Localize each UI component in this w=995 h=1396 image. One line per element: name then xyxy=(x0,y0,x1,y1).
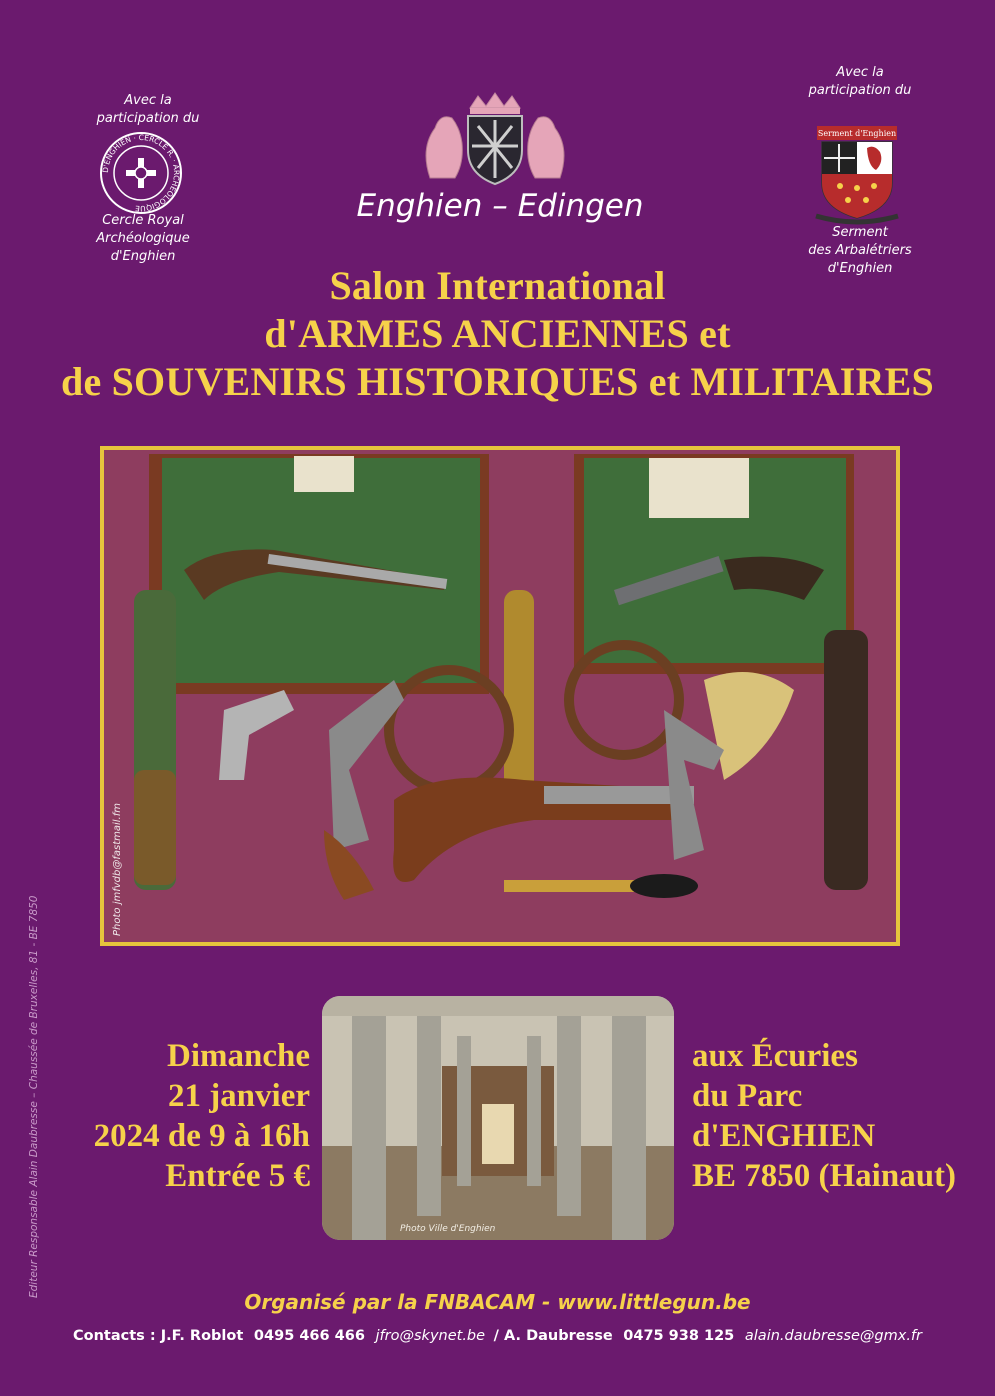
antique-weapons-photo xyxy=(100,446,900,946)
title-line-3: de SOUVENIRS HISTORIQUES et MILITAIRES xyxy=(61,359,934,404)
main-photo-credit: Photo jmfvdb@fastmail.fm xyxy=(112,802,123,936)
venue-line-stables: aux Écuries xyxy=(692,1038,858,1074)
contact-email-2: alain.daubresse@gmx.fr xyxy=(744,1328,922,1344)
venue-line-postcode: BE 7850 (Hainaut) xyxy=(692,1158,957,1194)
antique-weapons-illustration xyxy=(104,450,896,942)
event-title xyxy=(20,262,975,406)
date-line-hours: 2024 de 9 à 16h xyxy=(93,1118,310,1154)
right-partner-name: Serment des Arbalétriers d'Enghien xyxy=(808,225,912,276)
date-line-entry: Entrée 5 € xyxy=(165,1158,310,1194)
contacts-line xyxy=(0,1328,995,1344)
town-name: Enghien – Edingen xyxy=(356,188,644,224)
serment-crest-icon xyxy=(812,118,902,228)
crest-banner-text: Serment d'Enghien xyxy=(817,129,897,138)
venue-block xyxy=(692,1036,982,1196)
date-line-date: 21 janvier xyxy=(167,1078,310,1114)
left-partner-prefix: Avec la participation du xyxy=(96,93,200,126)
contact-email-1: jfro@skynet.be xyxy=(375,1328,486,1344)
contact-separator: / A. Daubresse xyxy=(493,1328,613,1344)
enghien-coat-of-arms-icon xyxy=(410,88,580,188)
venue-line-town: d'ENGHIEN xyxy=(692,1118,876,1154)
venue-line-park: du Parc xyxy=(692,1078,803,1114)
stables-interior-illustration xyxy=(322,996,674,1240)
venue-photo-credit: Photo Ville d'Enghien xyxy=(400,1224,496,1234)
right-partner-prefix: Avec la participation du xyxy=(808,65,912,98)
left-partner-name: Cercle Royal Archéologique d'Enghien xyxy=(96,213,190,264)
date-line-day: Dimanche xyxy=(167,1038,310,1074)
venue-photo xyxy=(322,996,674,1240)
cercle-royal-seal-icon xyxy=(98,130,184,216)
contact-phone-2: 0475 938 125 xyxy=(623,1328,735,1344)
contact-phone-1: 0495 466 466 xyxy=(253,1328,365,1344)
seal-text: D'ENGHIEN · CERCLE R. · ARCHÉOLOGIQUE xyxy=(100,132,182,214)
editor-responsable-text: Editeur Responsable Alain Daubresse – Chaussée de Bruxelles, 81 - BE 7850 xyxy=(28,895,40,1298)
title-line-1: Salon International xyxy=(329,263,666,308)
organizer-line: Organisé par la FNBACAM - www.littlegun.be xyxy=(244,1290,751,1314)
title-line-2: d'ARMES ANCIENNES et xyxy=(264,311,731,356)
date-block xyxy=(40,1036,310,1196)
contacts-label: Contacts : J.F. Roblot xyxy=(73,1328,244,1344)
